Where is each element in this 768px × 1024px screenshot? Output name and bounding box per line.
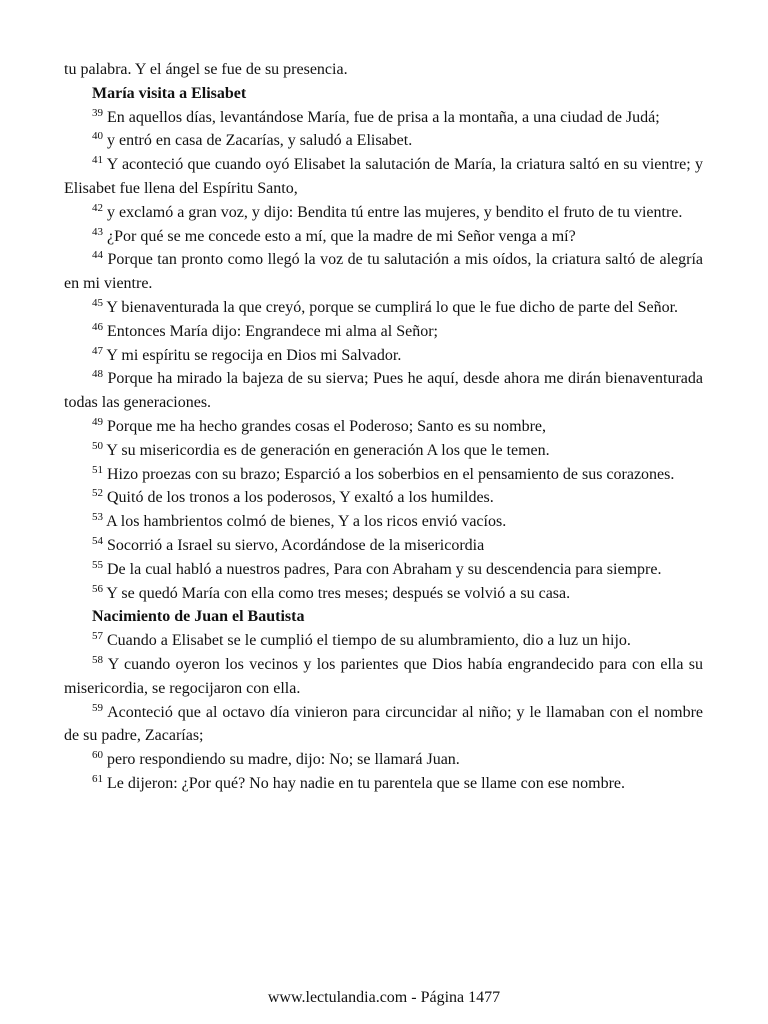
verse-text: A los hambrientos colmó de bienes, Y a los ricos envió vacíos. bbox=[106, 513, 507, 531]
verse-text: y entró en casa de Zacarías, y saludó a Elisabet. bbox=[107, 132, 413, 150]
verse-54 bbox=[64, 534, 703, 558]
verse-40 bbox=[64, 129, 703, 153]
verse-number: 41 bbox=[92, 154, 103, 167]
verse-number: 56 bbox=[92, 582, 103, 595]
verse-number: 61 bbox=[92, 772, 103, 785]
verse-58 bbox=[64, 653, 703, 701]
verse-text: y exclamó a gran voz, y dijo: Bendita tú entre las mujeres, y bendito el fruto de tu vientre. bbox=[107, 203, 683, 221]
verse-text: ¿Por qué se me concede esto a mí, que la madre de mi Señor venga a mí? bbox=[107, 227, 576, 245]
verse-number: 47 bbox=[92, 344, 103, 357]
verse-number: 50 bbox=[92, 439, 103, 452]
verse-number: 60 bbox=[92, 749, 103, 762]
verse-text: Y bienaventurada la que creyó, porque se cumplirá lo que le fue dicho de parte del Señor. bbox=[106, 298, 679, 316]
verse-57 bbox=[64, 629, 703, 653]
verse-text: Y cuando oyeron los vecinos y los parientes que Dios había engrandecido para con ella su misericordia, se regocijaron con ella. bbox=[64, 655, 704, 697]
verse-50 bbox=[64, 439, 703, 463]
verse-text: Y su misericordia es de generación en generación A los que le temen. bbox=[106, 441, 550, 459]
page-body bbox=[64, 58, 703, 796]
verse-number: 42 bbox=[92, 201, 103, 214]
verse-47 bbox=[64, 344, 703, 368]
verse-text: Hizo proezas con su brazo; Esparció a los soberbios en el pensamiento de sus corazones. bbox=[107, 465, 675, 483]
verse-number: 43 bbox=[92, 225, 103, 238]
verse-59 bbox=[64, 701, 703, 749]
verse-number: 40 bbox=[92, 130, 103, 143]
verse-text: En aquellos días, levantándose María, fue de prisa a la montaña, a una ciudad de Judá; bbox=[107, 108, 660, 126]
verse-text: Quitó de los tronos a los poderosos, Y exaltó a los humildes. bbox=[107, 489, 494, 507]
verse-56 bbox=[64, 582, 703, 606]
verse-number: 49 bbox=[92, 415, 103, 428]
verse-60 bbox=[64, 748, 703, 772]
verse-48 bbox=[64, 367, 703, 415]
verse-text: Y mi espíritu se regocija en Dios mi Salvador. bbox=[106, 346, 402, 364]
verse-number: 57 bbox=[92, 630, 103, 643]
verse-number: 59 bbox=[92, 701, 103, 714]
verse-text: Aconteció que al octavo día vinieron para circuncidar al niño; y le llamaban con el nombre de su padre, Zacarías; bbox=[64, 703, 703, 745]
verse-text: Porque me ha hecho grandes cosas el Poderoso; Santo es su nombre, bbox=[107, 417, 547, 435]
verse-text: De la cual habló a nuestros padres, Para con Abraham y su descendencia para siempre. bbox=[107, 560, 662, 578]
verse-number: 44 bbox=[92, 249, 103, 262]
verse-61 bbox=[64, 772, 703, 796]
verse-number: 51 bbox=[92, 463, 103, 476]
verse-49 bbox=[64, 415, 703, 439]
verse-number: 53 bbox=[92, 511, 103, 524]
verse-number: 54 bbox=[92, 534, 103, 547]
verse-39 bbox=[64, 106, 703, 130]
verse-55 bbox=[64, 558, 703, 582]
verse-text: pero respondiendo su madre, dijo: No; se llamará Juan. bbox=[107, 751, 460, 769]
verse-number: 58 bbox=[92, 653, 103, 666]
verse-42 bbox=[64, 201, 703, 225]
verse-text: Y aconteció que cuando oyó Elisabet la salutación de María, la criatura saltó en su vientre; y Elisabet fue llena del Espíritu Santo, bbox=[64, 156, 703, 197]
verse-number: 39 bbox=[92, 106, 103, 119]
lead-text: tu palabra. Y el ángel se fue de su presencia. bbox=[64, 61, 348, 78]
section-heading: María visita a Elisabet bbox=[92, 84, 247, 102]
verse-53 bbox=[64, 510, 703, 534]
section-heading: Nacimiento de Juan el Bautista bbox=[92, 608, 305, 626]
verse-46 bbox=[64, 320, 703, 344]
verse-number: 48 bbox=[92, 368, 103, 381]
verse-text: Socorrió a Israel su siervo, Acordándose de la misericordia bbox=[107, 536, 485, 554]
verse-text: Porque tan pronto como llegó la voz de tu salutación a mis oídos, la criatura saltó de alegría en mi vientre. bbox=[64, 251, 703, 293]
verse-43 bbox=[64, 225, 703, 249]
verse-text: Cuando a Elisabet se le cumplió el tiempo de su alumbramiento, dio a luz un hijo. bbox=[107, 632, 631, 650]
verse-number: 45 bbox=[92, 296, 103, 309]
verse-text: Porque ha mirado la bajeza de su sierva; Pues he aquí, desde ahora me dirán bienaventurada todas las generaciones. bbox=[64, 370, 704, 412]
verse-text: Le dijeron: ¿Por qué? No hay nadie en tu parentela que se llame con ese nombre. bbox=[107, 774, 626, 792]
verse-number: 55 bbox=[92, 558, 103, 571]
verse-number: 52 bbox=[92, 487, 103, 500]
verse-44 bbox=[64, 248, 703, 296]
verse-text: Entonces María dijo: Engrandece mi alma al Señor; bbox=[107, 322, 438, 340]
verse-text: Y se quedó María con ella como tres meses; después se volvió a su casa. bbox=[106, 584, 571, 602]
verse-number: 46 bbox=[92, 320, 103, 333]
verse-52 bbox=[64, 486, 703, 510]
verse-45 bbox=[64, 296, 703, 320]
verse-51 bbox=[64, 463, 703, 487]
page-footer: www.lectulandia.com - Página 1477 bbox=[267, 989, 501, 1006]
verse-41 bbox=[64, 153, 703, 201]
